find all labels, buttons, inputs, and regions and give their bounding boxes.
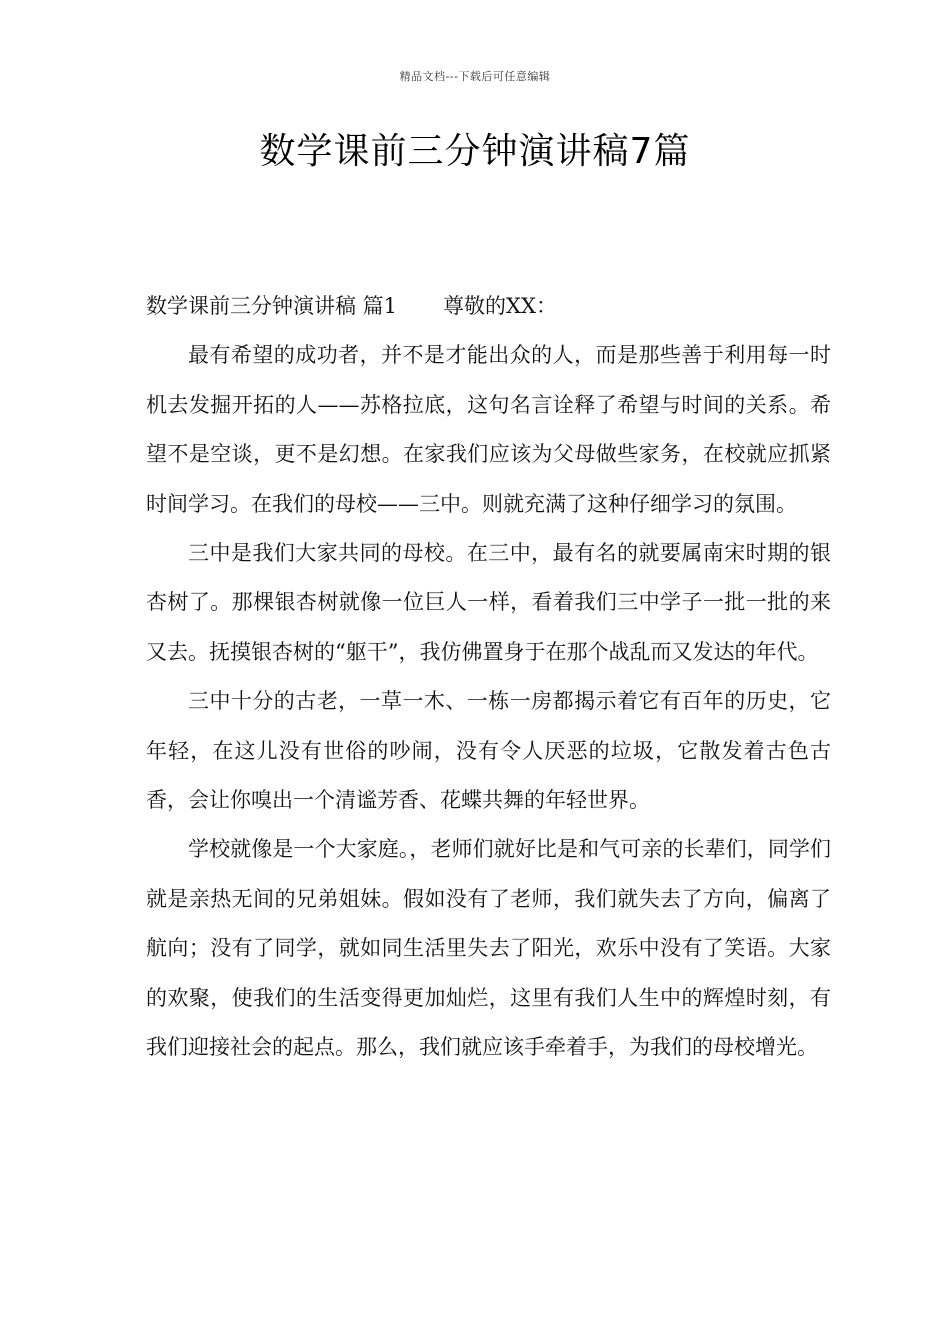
- paragraph: 三中十分的古老，一草一木、一栋一房都揭示着它有百年的历史，它年轻，在这儿没有世俗的吵闹，没有令人厌恶的垃圾，它散发着古色古香，会让你嗅出一个清谧芳香、花蝶共舞的年轻世界。: [146, 689, 831, 813]
- paragraph: 最有希望的成功者，并不是才能出众的人，而是那些善于利用每一时机去发掘开拓的人——苏格拉底，这句名言诠释了希望与时间的关系。希望不是空谈，更不是幻想。在家我们应该为父母做些家务，在校就应抓紧时间学习。在我们的母校——三中。则就充满了这种仔细学习的氛围。: [146, 343, 831, 516]
- section-heading-line: [146, 282, 831, 331]
- section-label: 数学课前三分钟演讲稿 篇1: [146, 294, 398, 318]
- document-body: [146, 282, 831, 1073]
- document-title: 数学课前三分钟演讲稿7篇: [259, 131, 691, 172]
- paragraph: 三中是我们大家共同的母校。在三中，最有名的就要属南宋时期的银杏树了。那棵银杏树就像一位巨人一样，看着我们三中学子一批一批的来又去。抚摸银杏树的“躯干”，我仿佛置身于在那个战乱而又发达的年代。: [146, 541, 831, 664]
- paragraph: 学校就像是一个大家庭。，老师们就好比是和气可亲的长辈们，同学们就是亲热无间的兄弟姐妹。假如没有了老师，我们就失去了方向，偏离了航向；没有了同学，就如同生活里失去了阳光，欢乐中没有了笑语。大家的欢聚，使我们的生活变得更加灿烂，这里有我们人生中的辉煌时刻，有我们迎接社会的起点。那么，我们就应该手牵着手，为我们的母校增光。: [146, 837, 831, 1060]
- header-note: 精品文档---下载后可任意编辑: [399, 70, 551, 83]
- greeting: 尊敬的XX：: [443, 294, 557, 318]
